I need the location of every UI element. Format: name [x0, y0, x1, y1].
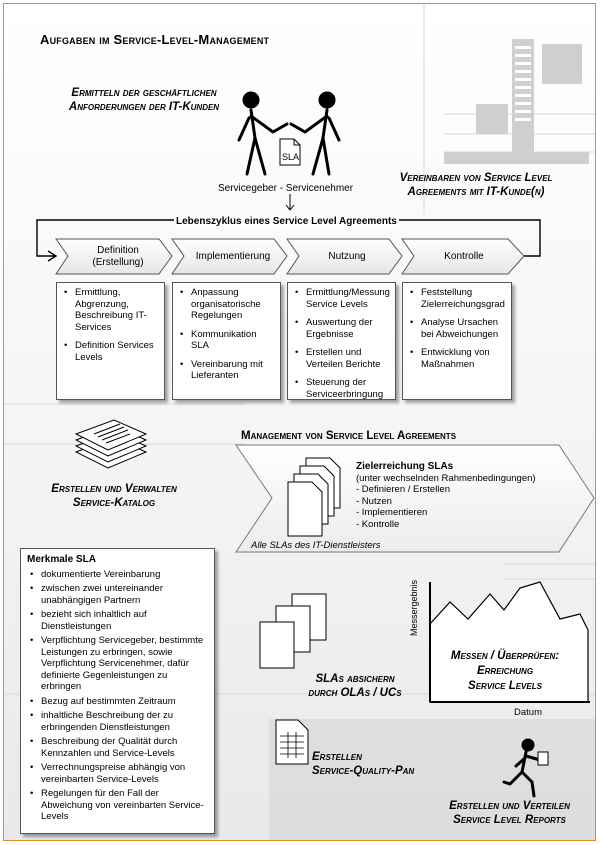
list-item: • Entwicklung von Maßnahmen [421, 347, 507, 370]
page-title: Aufgaben im Service-Level-Management [40, 32, 270, 47]
phase-title-implementierung: Implementierung [195, 251, 271, 262]
targets-block: Zielerreichung SLAs (unter wechselnden Rahmenbedingungen) - Definieren / Erstellen - Nutzen - Implementieren - Kontrolle [356, 461, 536, 530]
list-item: • Analyse Ursachen bei Abweichungen [421, 317, 507, 340]
list-item: • Vereinbarung mit Lieferanten [191, 359, 276, 382]
quality-plan-heading: Erstellen Service-Quality-Pan [312, 751, 415, 777]
parties-label: Servicegeber - Servicenehmer [218, 183, 354, 194]
catalog-heading: Erstellen und Verwalten Service-Katalog [51, 483, 177, 509]
list-item: - Definieren / Erstellen [356, 484, 450, 495]
list-item: • Anpassung organisatorische Regelungen [191, 287, 276, 322]
list-item: • Verpflichtung Servicegeber, bestimmte Leistungen zu erbringen, sowie Verpflichtung Servicenehmer, dafür definierte Gegenleistungen zu erbringen [41, 635, 208, 693]
list-item: • Verrechnungspreise abhängig von vereinbarten Service-Levels [41, 762, 208, 785]
sla-features-title: Merkmale SLA [27, 554, 96, 565]
sla-documents-stack-icon [286, 456, 352, 542]
list-item: • Erstellen und Verteilen Berichte [306, 347, 391, 370]
list-item: - Kontrolle [356, 518, 400, 530]
list-item: • Beschreibung der Qualität durch Kennzahlen und Service-Levels [41, 736, 208, 759]
ola-pages-icon [254, 592, 344, 672]
list-item: • Feststellung Zielerreichungsgrad [421, 287, 507, 310]
list-item: • Bezug auf bestimmten Zeitraum [41, 696, 208, 708]
list-item: • dokumentierte Vereinbarung [41, 569, 208, 581]
agreements-heading: Vereinbaren von Service Level Agreements mit IT-Kunde(n) [399, 172, 553, 198]
management-heading: Management von Service Level Agreements [241, 430, 457, 442]
reports-heading: Erstellen und Verteilen Service Level Reports [449, 800, 570, 826]
olas-heading: SLAs absichern durch OLAs / UCs [308, 673, 402, 699]
all-slas-label: Alle SLAs des IT-Dienstleisters [251, 540, 381, 551]
list-item: • Regelungen für den Fall der Abweichung von vereinbarten Service-Levels [41, 788, 208, 823]
poster-frame [3, 3, 596, 841]
phase-title-definition: Definition (Erstellung) [92, 245, 144, 268]
list-item: • Ermittlung/Messung Service Levels [306, 287, 391, 310]
phase-title-nutzung: Nutzung [328, 251, 366, 262]
sla-document-label: SLA [282, 152, 300, 162]
list-item: - Implementieren [356, 507, 428, 518]
list-item: • Definition Services Levels [75, 340, 160, 363]
list-item: • Ermittlung, Abgrenzung, Beschreibung IT-Services [75, 287, 160, 333]
chart-y-label: Messergebnis [409, 579, 419, 636]
requirements-heading: Ermitteln der geschäftlichen Anforderungen der IT-Kunden [68, 87, 220, 113]
list-item: • inhaltliche Beschreibung der zu erbringenden Dienstleistungen [41, 710, 208, 733]
running-person-icon [498, 738, 554, 798]
list-item: - Nutzen [356, 495, 392, 507]
list-item: • bezieht sich inhaltlich auf Dienstleistungen [41, 609, 208, 632]
phase-title-kontrolle: Kontrolle [444, 251, 484, 262]
chart-x-label: Datum [514, 707, 542, 718]
quality-plan-document-icon [274, 718, 310, 766]
sla-features-box [20, 548, 215, 834]
list-item: • Auswertung der Ergebnisse [306, 317, 391, 340]
lifecycle-label: Lebenszyklus eines Service Level Agreements [176, 216, 397, 227]
list-item: • zwischen zwei untereinander unabhängigen Partnern [41, 583, 208, 606]
measure-heading: Messen / Überprüfen: Erreichung Service Levels [450, 650, 560, 692]
list-item: • Kommunikation SLA [191, 329, 276, 352]
list-item: • Steuerung der Serviceerbringung [306, 377, 391, 400]
